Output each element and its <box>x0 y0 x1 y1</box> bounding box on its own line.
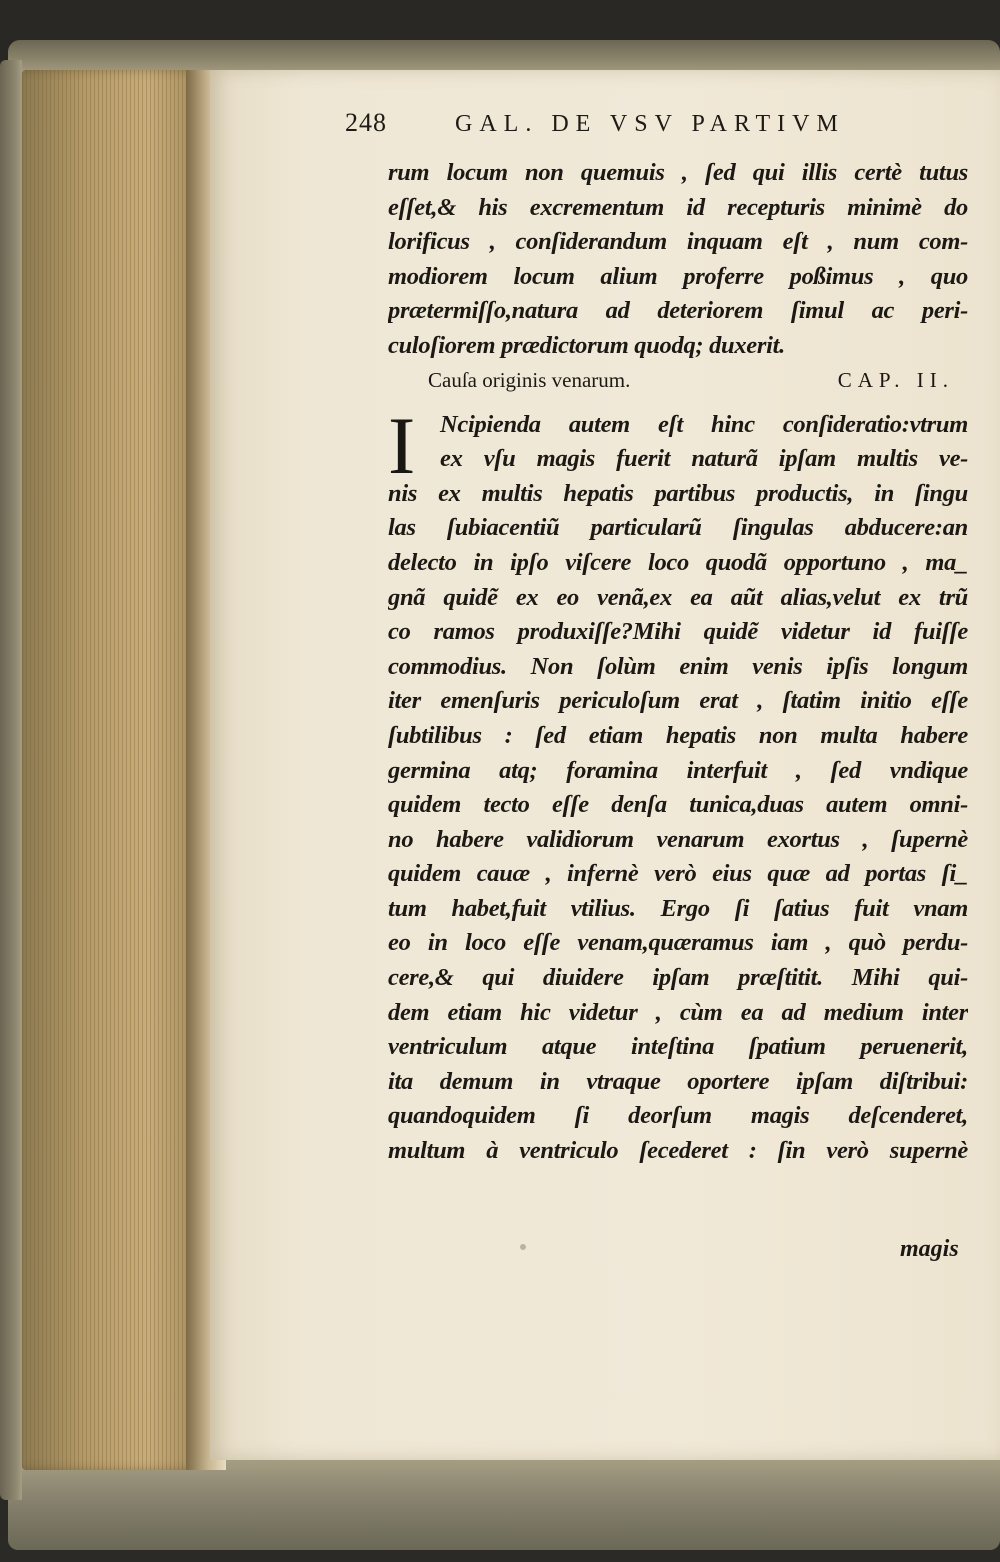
page-number: 248 <box>345 108 387 137</box>
catchword: magis <box>900 1236 959 1262</box>
text-line: Ncipienda autem eſt hinc conſideratio:vtrum <box>440 410 968 438</box>
paragraph <box>388 399 968 1169</box>
text-line: quidem cauæ , infernè verò eius quæ ad portas ſi_ <box>388 860 968 888</box>
text-line: prætermiſſo,natura ad deteriorem ſimul ac peri- <box>388 297 968 325</box>
text-line: ſubtilibus : ſed etiam hepatis non multa habere <box>388 721 968 749</box>
cover-spine-edge <box>0 60 22 1500</box>
chapter-number: CAP. II. <box>837 367 954 392</box>
text-line: modiorem locum alium proferre poßimus , quo <box>388 262 968 290</box>
text-line: ex vſu magis fuerit naturã ipſam multis ve- <box>440 445 968 473</box>
text-line: rum locum non quemuis , ſed qui illis certè tutus <box>388 159 968 186</box>
text-line: eo in loco eſſe venam,quæramus iam , quò perdu- <box>388 929 968 957</box>
text-line: delecto in ipſo viſcere loco quodã opportuno , ma_ <box>388 548 968 576</box>
text-line: tum habet,fuit vtilius. Ergo ſi ſatius fuit vnam <box>388 894 968 922</box>
chapter-title: Cauſa originis venarum. <box>428 367 631 392</box>
text-line: lorificus , conſiderandum inquam eſt , num com- <box>388 228 968 256</box>
text-line: gnã quidẽ ex eo venã,ex ea aũt alias,velut ex trũ <box>388 583 968 611</box>
text-line: ventriculum atque inteſtina ſpatium peruenerit, <box>388 1033 968 1061</box>
text-line: nis ex multis hepatis partibus productis, in ſingu <box>388 479 968 507</box>
text-line: quandoquidem ſi deorſum magis deſcenderet, <box>388 1102 968 1130</box>
text-line: commodius. Non ſolùm enim venis ipſis longum <box>388 652 968 680</box>
text-line: co ramos produxiſſe?Mihi quidẽ videtur id fuiſſe <box>388 618 968 646</box>
text-line: quidem tecto eſſe denſa tunica,duas autem omni- <box>388 791 968 819</box>
running-head <box>345 108 865 142</box>
page-edges-stack <box>22 70 200 1470</box>
text-line: las ſubiacentiũ particularũ ſingulas abducere:an <box>388 514 968 542</box>
text-line: eſſet,& his excrementum id recepturis minimè do <box>388 193 968 221</box>
cover-board-bottom <box>8 1458 1000 1550</box>
text-line: iter emenſuris periculoſum erat , ſtatim initio eſſe <box>388 687 968 715</box>
chapter-heading <box>388 364 968 408</box>
ink-smudge <box>520 1244 526 1250</box>
text-line: multum à ventriculo ſecederet : ſin verò supernè <box>388 1137 968 1165</box>
text-line: dem etiam hic videtur , cùm ea ad medium inter <box>388 998 968 1026</box>
text-line: ita demum in vtraque oportere ipſam diſtribui: <box>388 1067 968 1095</box>
text-line: culoſiorem prædictorum quodq; duxerit. <box>388 331 785 359</box>
drop-cap: I <box>388 399 416 491</box>
running-title: GAL. DE VSV PARTIVM <box>455 111 845 137</box>
text-line: no habere validiorum venarum exortus , ſupernè <box>388 825 968 853</box>
text-line: germina atq; foramina interfuit , ſed vndique <box>388 756 968 784</box>
text-block <box>388 156 968 1169</box>
text-line: cere,& qui diuidere ipſam præſtitit. Mihi qui- <box>388 964 968 992</box>
